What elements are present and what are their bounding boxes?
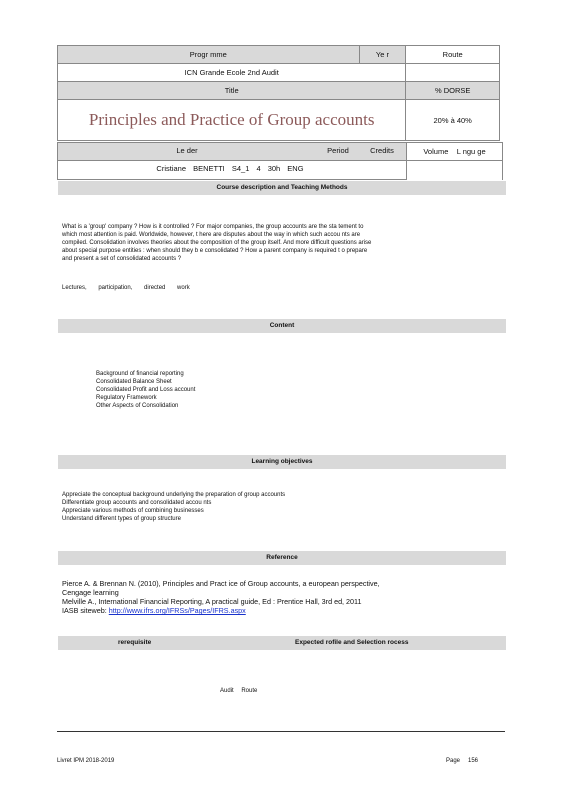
course-description-text xyxy=(62,223,502,263)
course-description-bar: Course description and Teaching Methods xyxy=(58,181,506,195)
teaching-methods: Lectures, participation, directed work xyxy=(62,285,190,291)
programme-value: ICN Grande Ecole 2nd Audit xyxy=(58,64,406,82)
reference-line: Pierce A. & Brennan N. (2010), Principles and Pract ice of Group accounts, a european perspective, xyxy=(62,579,380,588)
reference-list xyxy=(62,579,502,615)
credits-label: Credits xyxy=(370,146,394,155)
route-label: Route xyxy=(406,46,500,64)
dorse-label: % DORSE xyxy=(406,82,500,100)
list-item: Background of financial reporting xyxy=(96,371,184,377)
language-label: L ngu ge xyxy=(456,147,486,156)
course-description-line: and present a set of consolidated accounts ? xyxy=(62,256,182,262)
list-item: Consolidated Profit and Loss account xyxy=(96,387,196,393)
prerequisite-label: rerequisite xyxy=(118,639,152,646)
course-description-line: which most attention is paid. Worldwide, however, t here are disputes about the way in which such accou nts are xyxy=(62,232,361,238)
leader-label: Le der xyxy=(176,146,198,155)
footer-rule xyxy=(57,731,505,732)
course-header-table xyxy=(57,45,500,141)
iasb-label: IASB siteweb: xyxy=(62,606,107,615)
course-description-line: about special purpose entities : when should they b e consolidated ? How a parent company is required t o prepare xyxy=(62,248,368,254)
course-description-line: compiled. Consolidation involves theories about the composition of the group itself. And more difficult questions arise xyxy=(62,240,372,246)
objectives-bar: Learning objectives xyxy=(58,455,506,469)
list-item: Other Aspects of Consolidation xyxy=(96,403,179,409)
title-label: Title xyxy=(58,82,406,100)
footer-left: Livret IPM 2018-2019 xyxy=(57,758,115,764)
percent-range: 20% à 40% xyxy=(406,100,500,141)
leader-right-cell xyxy=(406,160,503,180)
prerequisite-bar xyxy=(58,636,506,650)
volume-language-cell xyxy=(406,142,503,161)
year-label: Ye r xyxy=(359,46,406,64)
footer-page-label: Page xyxy=(446,758,461,764)
list-item: Regulatory Framework xyxy=(96,395,157,401)
course-title-text: Principles and Practice of Group accounts xyxy=(88,110,375,129)
iasb-link[interactable]: http://www.ifrs.org/IFRSs/Pages/IFRS.aspx xyxy=(108,606,246,615)
list-item: Understand different types of group structure xyxy=(62,516,181,522)
leader-value: Cristiane BENETTI S4_1 4 30h ENG xyxy=(156,164,304,173)
iasb-line xyxy=(62,606,502,615)
reference-line: Cengage learning xyxy=(62,588,119,597)
content-bar: Content xyxy=(58,319,506,333)
period-label: Period xyxy=(327,146,349,155)
route-value xyxy=(406,64,500,82)
footer-page-number: 156 xyxy=(468,758,479,764)
programme-label: Progr mme xyxy=(58,46,360,64)
reference-line: Melville A., International Financial Reporting, A practical guide, Ed : Prentice Hall, 3rd ed, 2011 xyxy=(62,597,362,606)
content-list xyxy=(96,370,195,410)
expected-label: Expected rofile and Selection rocess xyxy=(295,639,409,646)
list-item: Appreciate the conceptual background underlying the preparation of group accounts xyxy=(62,492,286,498)
objectives-list xyxy=(62,491,285,523)
reference-bar: Reference xyxy=(58,551,506,565)
list-item: Appreciate various methods of combining businesses xyxy=(62,508,204,514)
list-item: Differentiate group accounts and consolidated accou nts xyxy=(62,500,212,506)
course-title xyxy=(58,100,406,141)
course-description-line: What is a 'group' company ? How is it controlled ? For major companies, the group accounts are the sta tement to xyxy=(62,224,364,230)
expected-value: Audit Route xyxy=(220,688,258,694)
list-item: Consolidated Balance Sheet xyxy=(96,379,172,385)
volume-label: Volume xyxy=(423,147,449,156)
